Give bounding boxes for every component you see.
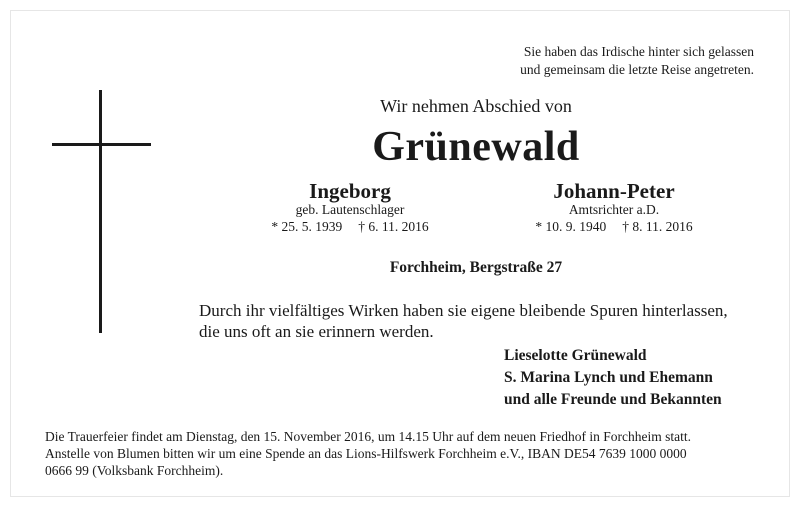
- address: Forchheim, Bergstraße 27: [389, 259, 563, 276]
- person-subtitle: geb. Lautenschlager: [295, 202, 405, 217]
- footer-line: 0666 99 (Volksbank Forchheim).: [45, 463, 224, 478]
- person-ingeborg: [230, 180, 470, 236]
- person-given-name: Ingeborg: [309, 179, 391, 203]
- birth-date: * 10. 9. 1940: [535, 219, 607, 234]
- footer-line: Die Trauerfeier findet am Dienstag, den 15. November 2016, um 14.15 Uhr auf dem neuen Friedhof in Forchheim statt.: [45, 429, 691, 444]
- birth-date: * 25. 5. 1939: [271, 219, 343, 234]
- intro-text: Wir nehmen Abschied von: [380, 96, 572, 116]
- funeral-info: [45, 428, 765, 479]
- family-surname: Grünewald: [372, 124, 580, 170]
- message-line: Durch ihr vielfältiges Wirken haben sie eigene bleibende Spuren hinterlassen,: [199, 301, 728, 320]
- footer-line: Anstelle von Blumen bitten wir um eine Spende an das Lions-Hilfswerk Forchheim e.V., IBAN DE54 7639 1000 0000: [45, 446, 687, 461]
- person-dates: [230, 218, 470, 236]
- mourner: und alle Freunde und Bekannten: [504, 391, 722, 408]
- quote-line: und gemeinsam die letzte Reise angetreten.: [520, 62, 754, 77]
- quote-line: Sie haben das Irdische hinter sich gelassen: [523, 44, 754, 59]
- mourner: S. Marina Lynch und Ehemann: [504, 369, 713, 386]
- person-subtitle: Amtsrichter a.D.: [568, 202, 660, 217]
- person-johann-peter: [494, 180, 734, 236]
- mourner: Lieselotte Grünewald: [504, 347, 647, 364]
- notice-frame: [10, 10, 790, 497]
- message-line: die uns oft an sie erinnern werden.: [199, 322, 434, 341]
- memorial-quote: [520, 43, 754, 79]
- person-given-name: Johann-Peter: [553, 179, 675, 203]
- memorial-message: [199, 300, 728, 342]
- death-date: † 8. 11. 2016: [622, 219, 693, 234]
- mourners-list: [504, 345, 722, 411]
- death-date: † 6. 11. 2016: [358, 219, 429, 234]
- person-dates: [494, 218, 734, 236]
